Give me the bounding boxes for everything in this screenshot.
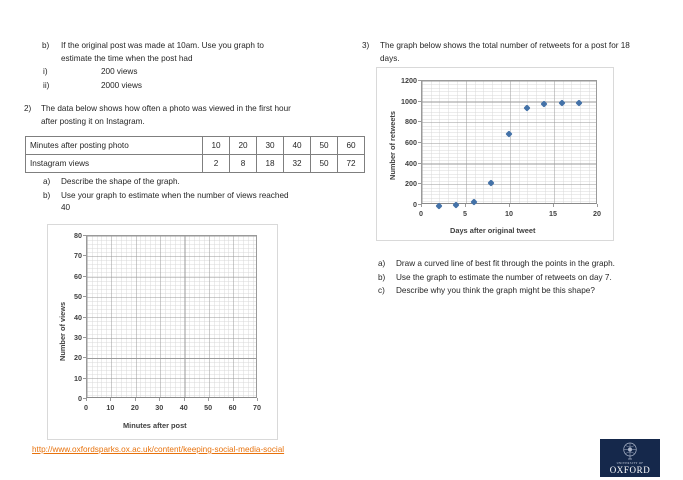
views-x-tick-1: 10 [106,403,115,412]
question-2-subitems [43,176,293,216]
views-x-tickmark-7 [257,398,258,401]
cell-views-5: 50 [311,155,338,173]
retweets-x-tickmark-4 [597,204,598,207]
table-row [26,137,365,155]
views-x-tick-0: 0 [84,403,88,412]
views-y-tickmark-8 [83,235,86,236]
views-y-axis-title: Number of views [58,301,67,361]
question-1b-text: If the original post was made at 10am. Use you graph to estimate the time when the post had [61,41,264,63]
question-3a [378,258,643,271]
question-1b-subitem-ii [43,80,263,93]
question-2a [43,176,293,189]
retweets-x-tickmark-3 [553,204,554,207]
question-1b [43,40,288,65]
retweets-plot-area [421,80,597,204]
question-3c [378,285,643,298]
source-url-link[interactable]: http://www.oxfordsparks.ox.ac.uk/content/keeping-social-media-social [32,445,285,454]
cell-views-3: 18 [257,155,284,173]
retweets-y-tick-3: 600 [405,138,417,147]
views-y-tick-4: 40 [74,312,82,322]
cell-minutes-5: 50 [311,137,338,155]
retweets-y-tickmark-2 [418,163,421,164]
retweets-x-tickmark-2 [509,204,510,207]
chart-number-of-retweets [376,67,614,241]
views-x-tick-6: 60 [228,403,237,412]
views-y-tick-8: 80 [74,231,82,240]
retweets-y-tickmark-3 [418,142,421,143]
views-x-tick-3: 30 [155,403,164,412]
oxford-logo-line2: OXFORD [609,465,651,475]
views-y-tickmark-2 [83,357,86,358]
retweets-x-axis-title: Days after original tweet [450,226,536,235]
question-2-text: The data below shows how often a photo was viewed in the first hour after posting it on Instagram. [41,104,291,126]
retweets-y-tickmark-4 [418,121,421,122]
instagram-data-table [25,136,365,173]
retweets-x-tick-2: 10 [505,209,513,218]
retweets-y-axis-title: Number of retweets [388,111,397,180]
chart-number-of-views [47,224,278,440]
retweets-y-tick-6: 1200 [401,76,417,85]
oxford-crest-icon [622,442,639,460]
views-x-axis-title: Minutes after post [123,421,187,430]
subitem-ii-text: 2000 views [101,81,142,90]
retweets-y-tick-0: 0 [413,200,417,209]
cell-views-1: 2 [203,155,230,173]
views-x-tick-7: 70 [253,403,261,412]
retweets-x-tickmark-0 [421,204,422,207]
cell-minutes-2: 20 [230,137,257,155]
row-header-views: Instagram views [26,155,203,173]
retweets-y-tick-5: 1000 [401,96,417,106]
question-3-subitems [378,258,643,299]
retweets-x-tick-1: 5 [463,209,467,218]
retweets-x-tick-3: 15 [549,209,557,218]
views-x-tick-4: 40 [179,403,188,412]
views-y-tickmark-4 [83,317,86,318]
question-2a-label: a) [43,177,51,186]
cell-minutes-4: 40 [284,137,311,155]
views-y-tick-1: 10 [74,373,82,383]
views-x-tickmark-0 [86,398,87,401]
question-3b [378,272,643,285]
views-x-tickmark-2 [135,398,136,401]
views-y-tickmark-5 [83,296,86,297]
views-x-tick-2: 20 [130,403,139,412]
oxford-logo [600,439,660,477]
views-x-tickmark-3 [159,398,160,401]
question-3-label: 3) [362,41,370,50]
views-y-tick-5: 50 [74,292,82,302]
cell-minutes-6: 60 [338,137,365,155]
question-1b-label: b) [42,41,50,50]
views-y-tickmark-7 [83,255,86,256]
question-2b-label: b) [43,190,51,200]
subitem-ii-numeral: ii) [43,81,50,90]
retweets-y-tickmark-5 [418,101,421,102]
question-3a-label: a) [378,259,386,268]
question-2b [43,190,293,215]
question-1b-subitem-i [43,66,263,79]
question-3a-text: Draw a curved line of best fit through the points in the graph. [396,259,615,268]
views-plot-area [86,235,257,398]
retweets-x-tick-4: 20 [593,209,601,218]
views-y-tickmark-3 [83,337,86,338]
data-point-6-40 [470,199,477,206]
question-3b-text: Use the graph to estimate the number of retweets on day 7. [396,272,612,282]
cell-views-6: 72 [338,155,365,173]
retweets-y-tick-2: 400 [405,158,417,168]
views-x-tickmark-1 [110,398,111,401]
views-y-tick-2: 20 [74,353,82,363]
question-2-label: 2) [24,104,32,113]
table-row [26,155,365,173]
views-x-tickmark-4 [184,398,185,401]
views-y-tick-3: 30 [74,332,82,342]
retweets-y-tickmark-1 [418,183,421,184]
views-y-tick-6: 60 [74,271,82,281]
question-3-text: The graph below shows the total number of retweets for a post for 18 days. [380,41,630,63]
views-y-tickmark-6 [83,276,86,277]
retweets-y-tickmark-6 [418,80,421,81]
views-x-tickmark-6 [233,398,234,401]
cell-views-4: 32 [284,155,311,173]
views-y-tickmark-1 [83,378,86,379]
retweets-y-tick-1: 200 [405,179,417,189]
views-x-tickmark-5 [208,398,209,401]
views-x-tick-5: 50 [204,403,213,412]
cell-views-2: 8 [230,155,257,173]
cell-minutes-1: 10 [203,137,230,155]
views-y-tick-7: 70 [74,251,82,261]
question-2a-text: Describe the shape of the graph. [61,177,180,186]
question-3c-text: Describe why you think the graph might be this shape? [396,286,595,295]
question-2 [24,103,294,128]
retweets-y-tick-4: 800 [405,117,417,127]
row-header-minutes: Minutes after posting photo [26,137,203,155]
views-y-tick-0: 0 [78,394,82,403]
question-3b-label: b) [378,272,386,282]
subitem-i-text: 200 views [101,67,138,76]
subitem-i-numeral: i) [43,67,48,76]
retweets-x-tick-0: 0 [419,209,423,218]
question-3c-label: c) [378,286,385,295]
oxford-logo-line1: UNIVERSITY OF [616,461,644,465]
retweets-x-tickmark-1 [465,204,466,207]
cell-minutes-3: 30 [257,137,284,155]
question-2b-text: Use your graph to estimate when the number of views reached 40 [61,190,289,212]
question-3 [362,40,637,65]
